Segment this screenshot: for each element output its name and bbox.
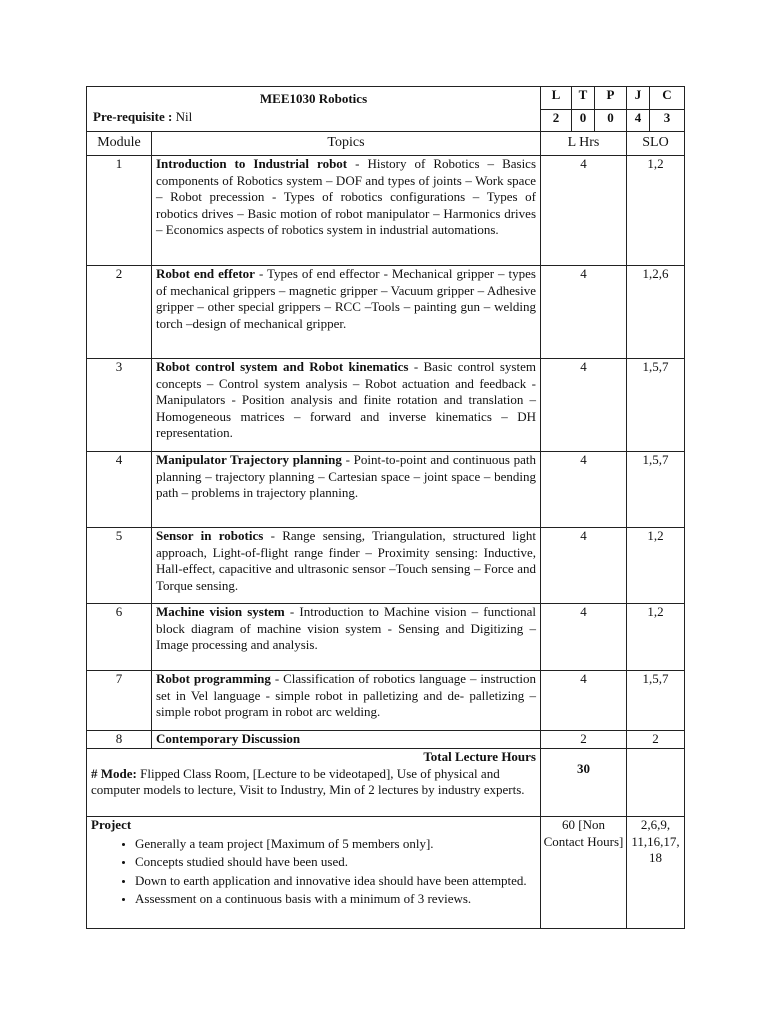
ltpjc-value-p: 0 — [595, 110, 627, 132]
module-title: Introduction to Industrial robot — [156, 156, 348, 171]
module-row — [87, 731, 685, 749]
ltpjc-header-l: L — [541, 87, 572, 110]
module-title: Contemporary Discussion — [156, 731, 301, 746]
total-slo-empty — [627, 749, 685, 817]
module-slo: 1,2 — [627, 528, 685, 604]
prerequisite-value: Nil — [175, 108, 193, 124]
ltpjc-header-p: P — [595, 87, 627, 110]
module-row — [87, 528, 685, 604]
header-slo: SLO — [627, 132, 685, 156]
module-number: 8 — [87, 731, 152, 749]
module-description: - Point-to-point and continuous path planning – trajectory planning – Cartesian space – joint space – bending path – problems in trajectory planning. — [156, 452, 537, 500]
project-slo: 2,6,9, 11,16,17, 18 — [627, 817, 685, 929]
module-number: 7 — [87, 671, 152, 731]
module-description: - Types of end effector - Mechanical gripper – types of mechanical grippers – magnetic gripper – Vacuum gripper – Adhesive gripper – other special grippers – RCC –Tools – painting gun – welding torch –design of mechanical gripper. — [156, 266, 536, 331]
module-title: Machine vision system — [156, 604, 285, 619]
module-hours: 4 — [541, 528, 627, 604]
module-slo: 1,5,7 — [627, 671, 685, 731]
module-row — [87, 266, 685, 359]
ltpjc-value-j: 4 — [627, 110, 650, 132]
module-number: 1 — [87, 156, 152, 266]
module-topic — [152, 731, 541, 749]
header-topics: Topics — [152, 132, 541, 156]
module-title: Robot end effetor — [156, 266, 255, 281]
module-title: Robot control system and Robot kinematics — [156, 359, 409, 374]
module-row — [87, 359, 685, 452]
module-topic — [152, 266, 541, 359]
module-topic — [152, 452, 541, 528]
module-topic — [152, 359, 541, 452]
module-topic — [152, 156, 541, 266]
module-slo: 1,2 — [627, 604, 685, 671]
module-hours: 4 — [541, 604, 627, 671]
ltpjc-header-c: C — [650, 87, 685, 110]
project-item: • Concepts studied should have been used. — [135, 854, 536, 871]
header-lhrs: L Hrs — [541, 132, 627, 156]
module-title: Sensor in robotics — [156, 528, 264, 543]
module-number: 3 — [87, 359, 152, 452]
module-slo: 1,5,7 — [627, 452, 685, 528]
syllabus-table — [86, 86, 685, 929]
project-hours: 60 [Non Contact Hours] — [541, 817, 627, 929]
ltpjc-value-t: 0 — [572, 110, 595, 132]
module-title: Manipulator Trajectory planning — [156, 452, 342, 467]
prerequisite-label: Pre-requisite : — [93, 108, 173, 124]
module-description: - Introduction to Machine vision – functional block diagram of machine vision system - Sensing and Digitizing – Image processing and analysis. — [156, 604, 536, 652]
module-topic — [152, 528, 541, 604]
total-lecture-hours-label: Total Lecture Hours — [423, 749, 536, 764]
ltpjc-value-l: 2 — [541, 110, 572, 132]
ltpjc-header-j: J — [627, 87, 650, 110]
module-number: 2 — [87, 266, 152, 359]
prerequisite — [93, 109, 534, 126]
module-row — [87, 452, 685, 528]
module-description: - Basic control system concepts – Control system analysis – Robot actuation and feedback -Manipulators - Position analysis and finite rotation and translation – Homogeneous matrices – forward and inverse kinematics – DH representation. — [156, 359, 536, 440]
total-row — [87, 749, 685, 817]
course-title: MEE1030 Robotics — [259, 91, 368, 106]
module-hours: 4 — [541, 452, 627, 528]
mode-label: # Mode: — [91, 765, 137, 781]
project-row — [87, 817, 685, 929]
module-topic — [152, 604, 541, 671]
course-header-cell — [87, 87, 541, 132]
project-item: • Assessment on a continuous basis with a minimum of 3 reviews. — [135, 891, 536, 908]
mode-description: Flipped Class Room, [Lecture to be videotaped], Use of physical and computer models to lecture, Visit to Industry, Min of 2 lectures by industry experts. — [91, 765, 525, 797]
project-label: Project — [91, 817, 132, 832]
module-description: - Range sensing, Triangulation, structured light approach, Light-of-flight range finder – Proximity sensing: Inductive, Hall-effect, capacitive and ultrasonic sensor –Touch sensing – Force and Torque sensing. — [156, 528, 536, 593]
module-number: 6 — [87, 604, 152, 671]
module-row — [87, 604, 685, 671]
project-cell — [87, 817, 541, 929]
ltpjc-value-c: 3 — [650, 110, 685, 132]
module-hours: 4 — [541, 156, 627, 266]
module-hours: 4 — [541, 266, 627, 359]
syllabus-document — [86, 86, 684, 929]
module-row — [87, 156, 685, 266]
header-module: Module — [87, 132, 152, 156]
module-description: - Classification of robotics language – instruction set in Vel language - simple robot in palletizing and de- palletizing – simple robot program in robot arc welding. — [156, 671, 536, 719]
ltpjc-header-t: T — [572, 87, 595, 110]
total-hours: 30 — [541, 749, 627, 817]
module-slo: 1,5,7 — [627, 359, 685, 452]
project-list — [91, 836, 536, 908]
module-number: 5 — [87, 528, 152, 604]
module-number: 4 — [87, 452, 152, 528]
module-slo: 2 — [627, 731, 685, 749]
module-topic — [152, 671, 541, 731]
module-slo: 1,2,6 — [627, 266, 685, 359]
mode-text — [91, 766, 536, 799]
project-item: • Generally a team project [Maximum of 5 members only]. — [135, 836, 536, 853]
module-hours: 4 — [541, 359, 627, 452]
module-hours: 4 — [541, 671, 627, 731]
module-hours: 2 — [541, 731, 627, 749]
module-slo: 1,2 — [627, 156, 685, 266]
project-item: • Down to earth application and innovative idea should have been attempted. — [135, 873, 536, 890]
mode-cell — [87, 749, 541, 817]
module-description: - History of Robotics – Basics components of Robotics system – DOF and types of joints – Work space – Robot precession - Types of robotics configurations – Types of robotics drives – Basic motion of robot manipulator – Harmonics drives – Economics aspects of robotics system in industrial automations. — [156, 156, 537, 237]
module-row — [87, 671, 685, 731]
module-title: Robot programming — [156, 671, 271, 686]
